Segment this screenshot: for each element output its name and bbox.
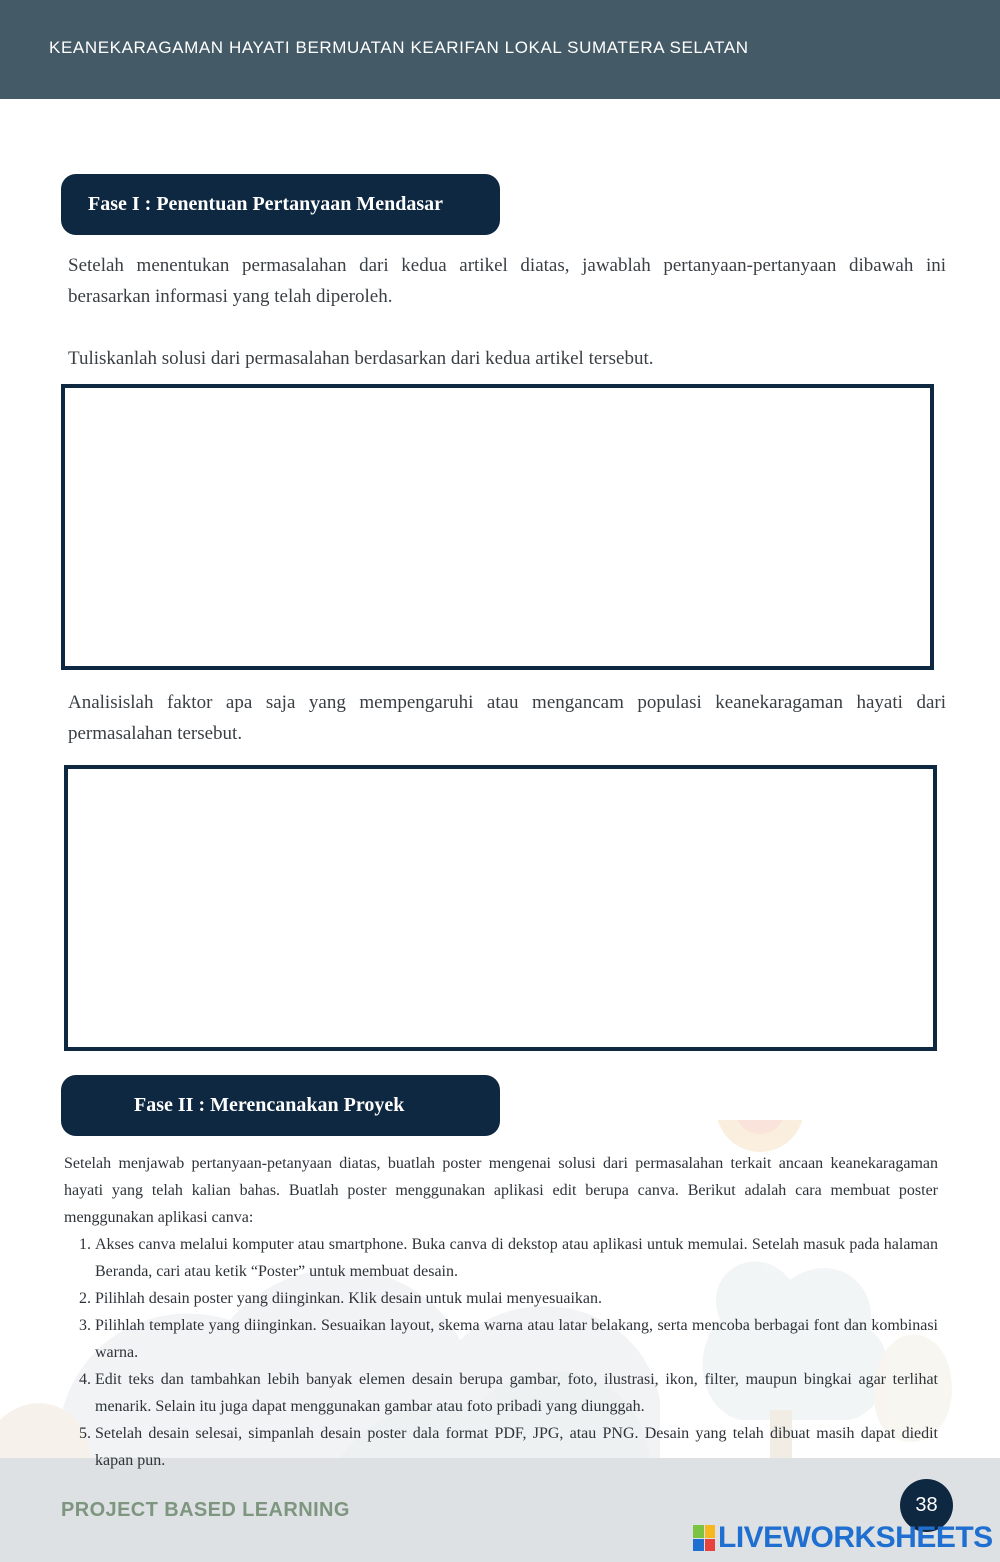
list-item: 1. Akses canva melalui komputer atau smartphone. Buka canva di dekstop atau aplikasi untuk memulai. Setelah masuk pada halaman Beranda, cari atau ketik “Poster” untuk membuat desain. bbox=[95, 1231, 938, 1285]
page-number-badge: 38 bbox=[900, 1479, 953, 1532]
liveworksheets-brand: LIVEWORKSHEETS bbox=[718, 1521, 993, 1554]
phase-1-heading: Fase I : Penentuan Pertanyaan Mendasar bbox=[61, 174, 500, 235]
phase-1-intro: Setelah menentukan permasalahan dari kedua artikel diatas, jawablah pertanyaan-pertanyaan dibawah ini berasarkan informasi yang telah diperoleh. bbox=[68, 255, 946, 307]
list-item: 3. Pilihlah template yang diinginkan. Sesuaikan layout, skema warna atau latar belakang, serta mencoba berbagai font dan kombinasi warna. bbox=[95, 1312, 938, 1366]
answer-box-1[interactable] bbox=[61, 384, 934, 670]
canva-steps-list bbox=[64, 1231, 938, 1474]
footer-label: PROJECT BASED LEARNING bbox=[61, 1499, 350, 1521]
sun-icon bbox=[716, 1120, 804, 1152]
liveworksheets-mark-icon bbox=[693, 1525, 715, 1551]
phase-2-heading: Fase II : Merencanakan Proyek bbox=[61, 1075, 500, 1136]
list-item: 5. Setelah desain selesai, simpanlah desain poster dala format PDF, JPG, atau PNG. Desain yang telah dibuat masih dapat diedit kapan pun. bbox=[95, 1420, 938, 1474]
answer-box-2[interactable] bbox=[64, 765, 937, 1051]
header-bar bbox=[0, 0, 1000, 99]
liveworksheets-logo[interactable] bbox=[693, 1520, 993, 1556]
list-item: 2. Pilihlah desain poster yang diinginkan. Klik desain untuk mulai menyesuaikan. bbox=[95, 1285, 938, 1312]
question-1: Tuliskanlah solusi dari permasalahan berdasarkan dari kedua artikel tersebut. bbox=[68, 348, 654, 369]
book-title: KEANEKARAGAMAN HAYATI BERMUATAN KEARIFAN LOKAL SUMATERA SELATAN bbox=[49, 38, 749, 57]
phase-2-body bbox=[64, 1150, 938, 1474]
list-item: 4. Edit teks dan tambahkan lebih banyak elemen desain berupa gambar, foto, ilustrasi, ikon, filter, maupun bingkai agar terlihat menarik. Selain itu juga dapat menggunakan gambar atau foto pribadi yang diunggah. bbox=[95, 1366, 938, 1420]
phase-2-intro: Setelah menjawab pertanyaan-petanyaan diatas, buatlah poster mengenai solusi dari permasalahan terkait ancaan keanekaragaman hayati yang telah kalian bahas. Buatlah poster menggunakan aplikasi edit berupa canva. Berikut adalah cara membuat poster menggunakan aplikasi canva: bbox=[64, 1155, 938, 1226]
question-2: Analisislah faktor apa saja yang mempengaruhi atau mengancam populasi keanekaragaman hayati dari permasalahan tersebut. bbox=[68, 692, 946, 744]
